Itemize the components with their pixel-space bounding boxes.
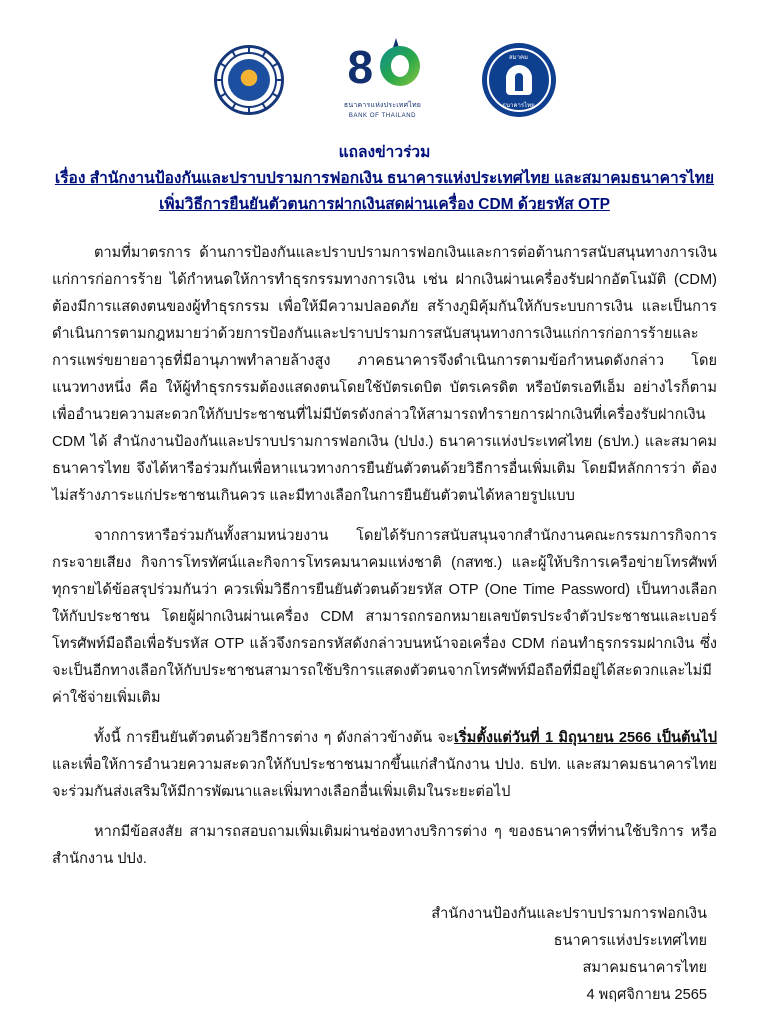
- signature-line-2: ธนาคารแห่งประเทศไทย: [553, 933, 707, 949]
- paragraph-1: ตามที่มาตรการ ด้านการป้องกันและปราบปรามการฟอกเงินและการต่อต้านการสนับสนุนทางการเงินแก่การก่อการร้าย ได้กำหนดให้การทำธุรกรรมทางการเงิน เช่น ฝากเงินผ่านเครื่องรับฝากอัตโนมัติ (CDM) ต้องมีการแสดงตนของผู้ทำธุรกรรม เพื่อให้มีความปลอดภัย สร้างภูมิคุ้มกันให้กับระบบการเงิน และเป็นการดำเนินการตามกฎหมายว่าด้วยการป้องกันและปราบปรามการสนับสนุนทางการเงินแก่การก่อการร้ายและการแพร่ขยายอาวุธที่มีอานุภาพทำลายล้างสูง ภาคธนาคารจึงดำเนินการตามข้อกำหนดดังกล่าว โดยแนวทางหนึ่ง คือ ให้ผู้ทำธุรกรรมต้องแสดงตนโดยใช้บัตรเดบิต บัตรเครดิต หรือบัตรเอทีเอ็ม อย่างไรก็ตาม เพื่ออำนวยความสะดวกให้กับประชาชนที่ไม่มีบัตรดังกล่าวให้สามารถทำรายการฝากเงินที่เครื่องรับฝากเงิน CDM ได้ สำนักงานป้องกันและปราบปรามการฟอกเงิน (ปปง.) ธนาคารแห่งประเทศไทย (ธปท.) และสมาคมธนาคารไทย จึงได้หารือร่วมกันเพื่อหาแนวทางการยืนยันตัวตนด้วยวิธีการอื่นเพิ่มเติม โดยมีหลักการว่า ต้องไม่สร้างภาระแก่ประชาชนเกินควร และมีทางเลือกในการยืนยันตัวตนได้หลายรูปแบบ: [52, 245, 717, 504]
- amlo-logo: [214, 45, 284, 115]
- bot-logo-caption-th: ธนาคารแห่งประเทศไทย: [343, 101, 422, 109]
- signature-date: 4 พฤศจิกายน 2565: [586, 987, 707, 1003]
- paragraph-3: [52, 725, 717, 806]
- signature-line-3: สมาคมธนาคารไทย: [582, 960, 707, 976]
- paragraph-3-post: และเพื่อให้การอำนวยความสะดวกให้กับประชาชนมากขึ้นแก่สำนักงาน ปปง. ธปท. และสมาคมธนาคารไทย จะร่วมกันส่งเสริมให้มีการพัฒนาและเพิ่มทางเลือกอื่นเพิ่มเติมในระยะต่อไป: [52, 757, 717, 800]
- paragraph-4: หากมีข้อสงสัย สามารถสอบถามเพิ่มเติมผ่านช่องทางบริการต่าง ๆ ของธนาคารที่ท่านใช้บริการ หรือสำนักงาน ปปง.: [52, 824, 717, 867]
- thai-bankers-association-logo: [482, 43, 556, 117]
- logo-row: [52, 34, 717, 126]
- bot-logo-caption-en: BANK OF THAILAND: [348, 112, 417, 119]
- document-body: [52, 240, 717, 873]
- heading-line-2: เรื่อง สำนักงานป้องกันและปราบปรามการฟอกเงิน ธนาคารแห่งประเทศไทย และสมาคมธนาคารไทย: [54, 170, 715, 187]
- paragraph-2: จากการหารือร่วมกันทั้งสามหน่วยงาน โดยได้รับการสนับสนุนจากสำนักงานคณะกรรมการกิจการกระจายเสียง กิจการโทรทัศน์และกิจการโทรคมนาคมแห่งชาติ (กสทช.) และผู้ให้บริการเครือข่ายโทรศัพท์ทุกรายได้ข้อสรุปร่วมกันว่า ควรเพิ่มวิธีการยืนยันตัวตนด้วยรหัส OTP (One Time Password) เป็นทางเลือกให้กับประชาชน โดยผู้ฝากเงินผ่านเครื่อง CDM สามารถกรอกหมายเลขบัตรประจำตัวประชาชนและเบอร์โทรศัพท์มือถือเพื่อรับรหัส OTP แล้วจึงกรอกรหัสดังกล่าวบนหน้าจอเครื่อง CDM ก่อนทำธุรกรรมฝากเงิน ซึ่งจะเป็นอีกทางเลือกให้กับประชาชนสามารถใช้บริการแสดงตัวตนจากโทรศัพท์มือถือที่มีอยู่ได้สะดวกและไม่มีค่าใช้จ่ายเพิ่มเติม: [52, 528, 717, 706]
- heading-line-1: แถลงข่าวร่วม: [338, 144, 431, 161]
- heading-line-3: เพิ่มวิธีการยืนยันตัวตนการฝากเงินสดผ่านเครื่อง CDM ด้วยรหัส OTP: [159, 196, 610, 213]
- signature-block: [52, 901, 717, 1009]
- document-heading: [52, 140, 717, 218]
- signature-line-1: สำนักงานป้องกันและปราบปรามการฟอกเงิน: [431, 906, 707, 922]
- bot-80-years-icon: 8: [342, 42, 424, 98]
- paragraph-3-pre: ทั้งนี้ การยืนยันตัวตนด้วยวิธีการต่าง ๆ ดังกล่าวข้างต้น จะ: [94, 730, 454, 746]
- effective-date-emphasis: เริ่มตั้งแต่วันที่ 1 มิถุนายน 2566 เป็นต้นไป: [453, 730, 718, 746]
- amlo-emblem-icon: [214, 45, 284, 115]
- tba-emblem-icon: สมาคม ธนาคารไทย: [482, 43, 556, 117]
- bank-of-thailand-80-years-logo: [342, 42, 424, 119]
